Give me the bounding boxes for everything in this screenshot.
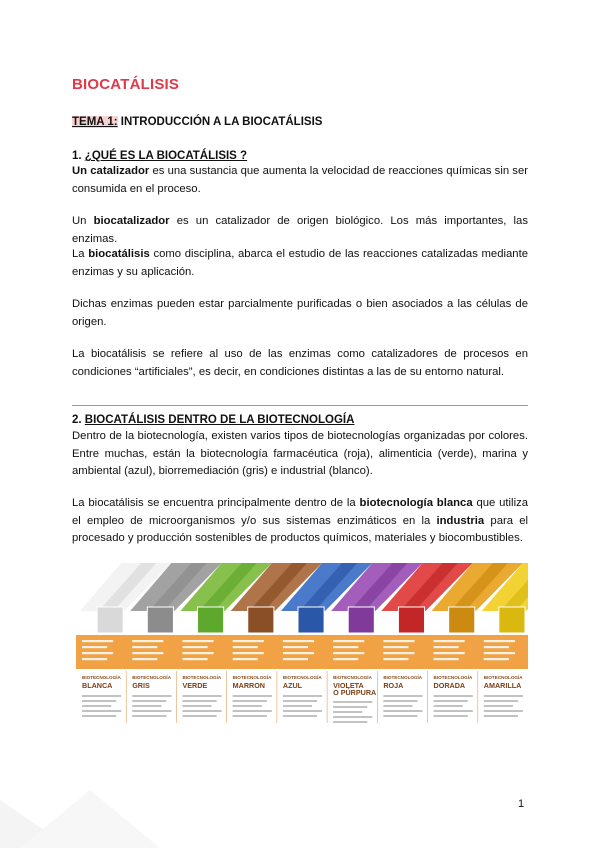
- description-text-line: [283, 700, 317, 702]
- description-text-line: [182, 658, 207, 660]
- paragraph-text: La biocatálisis se encuentra principalmente dentro de la: [72, 497, 360, 509]
- description-text-line: [132, 705, 161, 707]
- description-text-line: [283, 710, 322, 712]
- section-1-heading: [72, 150, 247, 162]
- description-text-line: [283, 695, 322, 697]
- biotech-color-name-line2: O PÚRPURA: [333, 688, 377, 697]
- description-text-line: [182, 652, 213, 654]
- term-biotecnologia-blanca: biotecnología blanca: [359, 497, 473, 509]
- description-text-line: [484, 715, 518, 717]
- description-text-line: [333, 716, 372, 718]
- section-1-number: 1.: [72, 150, 85, 162]
- photo-tile: [198, 607, 224, 633]
- description-text-line: [132, 695, 171, 697]
- description-text-line: [383, 705, 412, 707]
- description-text-line: [383, 715, 417, 717]
- paragraph-text: que utiliza el empleo de microorganismos y/o sus sistemas enzimáticos en la: [72, 497, 529, 527]
- description-text-line: [182, 646, 207, 648]
- photo-tile: [398, 607, 424, 633]
- description-text-line: [283, 652, 314, 654]
- description-text-line: [484, 705, 513, 707]
- description-text-line: [484, 695, 523, 697]
- paragraph-text: Un: [72, 215, 94, 227]
- description-text-line: [434, 640, 465, 642]
- biotech-kind-label: BIOTECNOLOGÍA: [232, 675, 272, 680]
- tema-heading: [72, 116, 322, 128]
- description-text-line: [484, 700, 518, 702]
- description-text-line: [233, 640, 264, 642]
- description-text-line: [383, 710, 422, 712]
- description-text-line: [484, 646, 509, 648]
- photo-tile: [348, 607, 374, 633]
- biotech-color-name: VIOLETA: [333, 681, 364, 690]
- photo-tile: [97, 607, 123, 633]
- term-industria: industria: [436, 514, 485, 527]
- description-text-line: [383, 658, 408, 660]
- paragraph-catalizador: [72, 163, 528, 198]
- biotech-color-name: GRIS: [132, 681, 150, 690]
- description-text-line: [82, 700, 116, 702]
- description-text-line: [333, 652, 364, 654]
- description-text-line: [132, 646, 157, 648]
- description-text-line: [182, 695, 221, 697]
- corner-decoration: [0, 760, 180, 848]
- description-text-line: [383, 652, 414, 654]
- biotech-color-name: ROJA: [383, 681, 404, 690]
- description-text-line: [233, 715, 267, 717]
- description-text-line: [233, 695, 272, 697]
- description-text-line: [132, 658, 157, 660]
- paragraph-enzimas: Dichas enzimas pueden estar parcialmente purificadas o bien asociados a las células de origen.: [72, 298, 528, 328]
- term-biocatalizador: biocatalizador: [93, 215, 170, 227]
- description-text-line: [434, 652, 465, 654]
- description-text-line: [333, 711, 362, 713]
- description-text-line: [333, 658, 358, 660]
- document-title: BIOCATÁLISIS: [72, 76, 180, 93]
- tema-text: INTRODUCCIÓN A LA BIOCATÁLISIS: [117, 116, 323, 128]
- photo-tile: [298, 607, 324, 633]
- biotech-kind-label: BIOTECNOLOGÍA: [282, 675, 322, 680]
- description-text-line: [82, 705, 111, 707]
- description-text-line: [233, 700, 267, 702]
- biotech-kind-label: BIOTECNOLOGÍA: [383, 675, 423, 680]
- description-text-line: [233, 658, 258, 660]
- photo-tile: [499, 607, 525, 633]
- description-text-line: [283, 658, 308, 660]
- description-text-line: [484, 652, 515, 654]
- description-text-line: [434, 715, 468, 717]
- term-biocatalisis: biocatálisis: [88, 248, 150, 260]
- description-text-line: [434, 646, 459, 648]
- description-text-line: [484, 710, 523, 712]
- term-catalizador: Un catalizador: [72, 165, 150, 177]
- description-text-line: [233, 652, 264, 654]
- biotech-kind-label: BIOTECNOLOGÍA: [82, 675, 121, 680]
- description-text-line: [82, 695, 121, 697]
- description-text-line: [333, 701, 372, 703]
- description-text-line: [182, 640, 213, 642]
- description-text-line: [283, 646, 308, 648]
- description-text-line: [434, 695, 473, 697]
- paragraph-biocatalisis: [72, 246, 528, 281]
- description-text-line: [182, 705, 211, 707]
- description-text-line: [434, 710, 473, 712]
- horizontal-divider: [72, 405, 528, 406]
- description-text-line: [132, 700, 166, 702]
- paragraph-text: es una sustancia que aumenta la velocidad de reacciones químicas sin ser consumida en el proceso.: [72, 165, 528, 195]
- description-text-line: [333, 721, 367, 723]
- biotech-color-name: AMARILLA: [483, 681, 522, 690]
- biotech-kind-label: BIOTECNOLOGÍA: [483, 675, 523, 680]
- biotech-color-name: BLANCA: [82, 681, 113, 690]
- paragraph-colores: Dentro de la biotecnología, existen varios tipos de biotecnologías organizadas por colores. Entre muchas, están la biotecnología farmacéutica (roja), alimenticia (verde), marina y ambiental (azul), biorremediación (gris) e industrial (blanco).: [72, 430, 528, 477]
- description-text-line: [132, 640, 163, 642]
- paragraph-text: como disciplina, abarca el estudio de las reacciones catalizadas mediante enzimas y su aplicación.: [72, 248, 528, 278]
- biotech-color-name: VERDE: [182, 681, 208, 690]
- biotech-kind-label: BIOTECNOLOGÍA: [132, 675, 172, 680]
- section-2-heading: [72, 414, 354, 426]
- description-text-line: [82, 646, 107, 648]
- biotech-kind-label: BIOTECNOLOGÍA: [333, 675, 372, 680]
- description-text-line: [383, 700, 417, 702]
- biotech-kind-label: BIOTECNOLOGÍA: [182, 675, 222, 680]
- description-text-line: [132, 715, 166, 717]
- description-text-line: [233, 705, 262, 707]
- description-text-line: [82, 658, 107, 660]
- description-text-line: [283, 715, 317, 717]
- tema-label: TEMA 1:: [72, 116, 118, 128]
- description-text-line: [333, 706, 367, 708]
- description-text-line: [233, 646, 258, 648]
- description-text-line: [383, 640, 414, 642]
- paragraph-biotecnologia-blanca: [72, 495, 528, 548]
- paragraph-text: La: [72, 248, 89, 260]
- biotech-color-name: MARRON: [232, 681, 266, 690]
- biotech-kind-label: BIOTECNOLOGÍA: [433, 675, 473, 680]
- description-text-line: [283, 705, 312, 707]
- photo-tile: [248, 607, 274, 633]
- description-text-line: [434, 700, 468, 702]
- description-text-line: [383, 646, 408, 648]
- description-text-line: [132, 710, 171, 712]
- description-text-line: [182, 700, 216, 702]
- description-text-line: [283, 640, 314, 642]
- description-text-line: [434, 658, 459, 660]
- description-text-line: [484, 658, 509, 660]
- section-2-title: BIOCATÁLISIS DENTRO DE LA BIOTECNOLOGÍA: [84, 414, 355, 426]
- page-number: 1: [518, 798, 525, 810]
- paragraph-text: es un catalizador de origen biológico. Los más importantes, las enzimas.: [72, 215, 528, 245]
- description-text-line: [333, 646, 358, 648]
- description-text-line: [383, 695, 422, 697]
- section-2-number: 2.: [72, 414, 85, 426]
- description-text-line: [484, 640, 515, 642]
- description-text-line: [182, 710, 221, 712]
- description-text-line: [233, 710, 272, 712]
- photo-tile: [449, 607, 475, 633]
- biotech-color-name: DORADA: [433, 681, 466, 690]
- description-text-line: [82, 715, 116, 717]
- description-text-line: [82, 640, 113, 642]
- section-1-title: ¿QUÉ ES LA BIOCATÁLISIS ?: [84, 150, 248, 162]
- paragraph-text: para el procesado y producción sostenibles de productos químicos, materiales y biocombustibles.: [72, 514, 528, 544]
- description-text-line: [132, 652, 163, 654]
- description-text-line: [182, 715, 216, 717]
- description-text-line: [434, 705, 463, 707]
- photo-tile: [147, 607, 173, 633]
- paragraph-condiciones: La biocatálisis se refiere al uso de las enzimas como catalizadores de procesos en condiciones “artificiales”, es decir, en condiciones distintas a las de su entorno natural.: [72, 348, 528, 378]
- biotech-colors-figure: [76, 563, 528, 749]
- description-text-line: [333, 640, 364, 642]
- description-text-line: [82, 710, 121, 712]
- description-text-line: [82, 652, 113, 654]
- biotech-color-name: AZUL: [282, 681, 303, 690]
- paragraph-biocatalizador: [72, 213, 528, 248]
